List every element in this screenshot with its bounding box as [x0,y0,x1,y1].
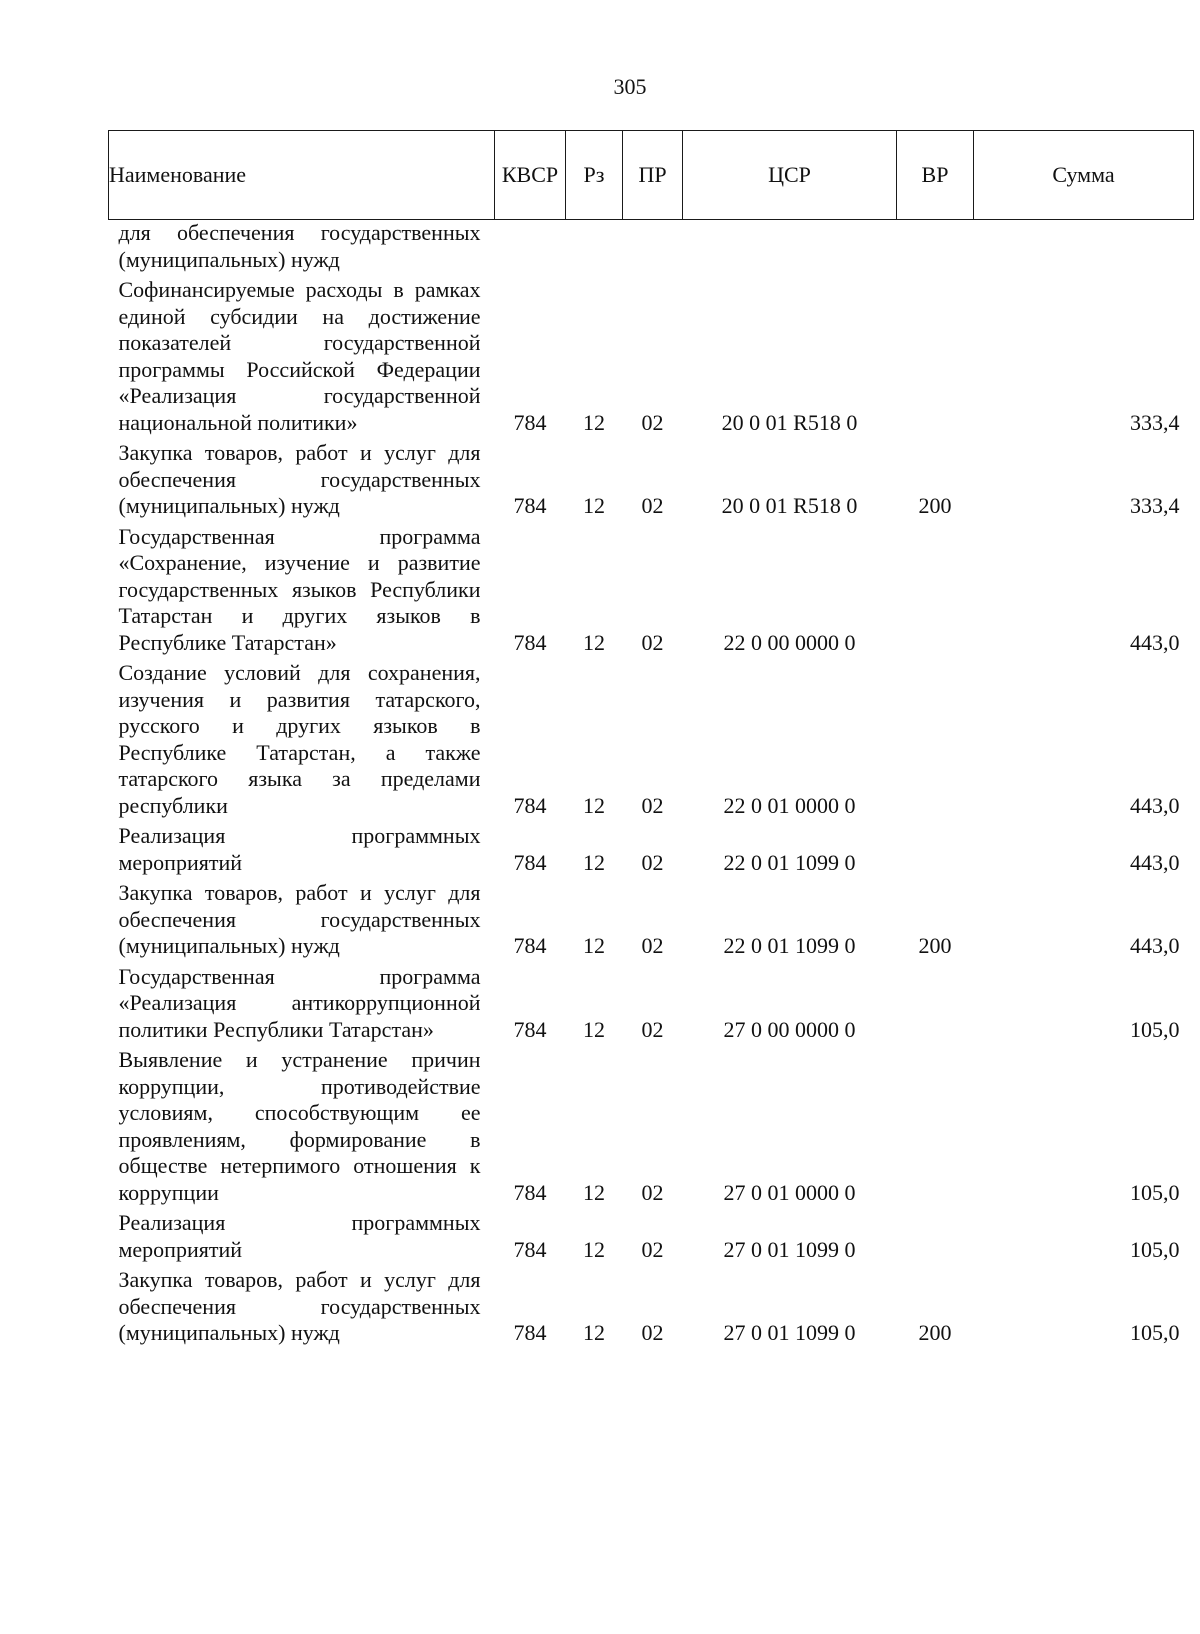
cell-pr: 02 [641,1179,664,1205]
cell-pr: 02 [641,493,664,518]
cell-rz: 12 [583,1320,605,1345]
header-csr: ЦСР [683,131,897,220]
cell-kvsr: 784 [513,629,547,655]
cell-rz [566,220,623,278]
cell-kvsr: 784 [513,493,547,518]
cell-pr: 02 [641,1320,664,1345]
table-row [109,524,1194,661]
cell-csr: 27 0 01 1099 0 [723,1236,856,1262]
cell-pr: 02 [641,629,664,655]
table-row [109,1047,1194,1210]
cell-csr: 20 0 01 R518 0 [721,409,858,435]
budget-table [108,130,1194,1351]
cell-name: Реализация программных мероприятий [118,823,481,875]
cell-pr: 02 [641,849,664,875]
cell-kvsr: 784 [513,1236,547,1262]
cell-csr: 22 0 01 1099 0 [723,849,856,875]
cell-vr [897,964,974,1048]
cell-rz: 12 [583,1016,605,1042]
cell-kvsr: 784 [513,1179,547,1205]
page-number: 305 [613,74,647,99]
header-row [109,131,1194,220]
cell-csr: 27 0 00 0000 0 [723,1016,856,1042]
cell-kvsr: 784 [513,1016,547,1042]
cell-vr: 200 [918,493,952,518]
table-row [109,660,1194,823]
cell-vr: 200 [918,1320,952,1345]
cell-rz: 12 [583,792,605,818]
table-row [109,440,1194,524]
cell-name: Государственная программа «Сохранение, изучение и развитие государственных языков Республики Татарстан и других языков в Республике Татарстан» [118,523,481,655]
cell-sum [974,220,1194,278]
cell-sum: 333,4 [1130,409,1180,435]
cell-csr: 22 0 00 0000 0 [723,629,856,655]
cell-rz: 12 [583,933,605,958]
cell-pr: 02 [641,933,664,958]
cell-csr: 27 0 01 0000 0 [723,1179,856,1205]
cell-name: Закупка товаров, работ и услуг для обеспечения государственных (муниципальных) нужд [118,1267,481,1345]
cell-sum: 443,0 [1130,849,1180,875]
cell-vr [897,277,974,440]
cell-kvsr: 784 [513,933,547,958]
cell-vr [897,1047,974,1210]
cell-name: для обеспечения государственных (муниципальных) нужд [118,220,481,272]
header-sum: Сумма [974,131,1194,220]
cell-name: Закупка товаров, работ и услуг для обеспечения государственных (муниципальных) нужд [118,880,481,958]
header-pr: ПР [623,131,683,220]
cell-pr: 02 [641,409,664,435]
cell-pr: 02 [641,1236,664,1262]
cell-csr: 22 0 01 0000 0 [723,792,856,818]
cell-csr: 22 0 01 1099 0 [723,933,856,958]
cell-rz: 12 [583,493,605,518]
cell-vr: 200 [918,933,952,958]
cell-kvsr: 784 [513,849,547,875]
cell-name: Софинансируемые расходы в рамках единой субсидии на достижение показателей государственной программы Российской Федерации «Реализация государственной национальной политики» [118,277,481,435]
table-row [109,964,1194,1048]
cell-name: Закупка товаров, работ и услуг для обеспечения государственных (муниципальных) нужд [118,440,481,518]
cell-csr: 27 0 01 1099 0 [723,1320,856,1345]
table-row [109,277,1194,440]
cell-name: Создание условий для сохранения, изучения и развития татарского, русского и других языков в Республике Татарстан, а также татарского языка за пределами республики [118,660,481,818]
cell-name: Государственная программа «Реализация антикоррупционной политики Республики Татарстан» [118,963,481,1042]
cell-sum: 443,0 [1130,792,1180,818]
table-row [109,1210,1194,1267]
cell-sum: 443,0 [1130,933,1180,958]
cell-vr [897,1210,974,1267]
cell-sum: 443,0 [1130,629,1180,655]
table-row [109,823,1194,880]
cell-kvsr: 784 [513,1320,547,1345]
cell-rz: 12 [583,1179,605,1205]
cell-pr [623,220,683,278]
cell-pr: 02 [641,1016,664,1042]
cell-kvsr: 784 [513,409,547,435]
cell-sum: 105,0 [1130,1236,1180,1262]
cell-csr: 20 0 01 R518 0 [721,493,858,518]
table-body [109,220,1194,1351]
table-row [109,1267,1194,1351]
table-row [109,880,1194,964]
cell-pr: 02 [641,792,664,818]
table-header [109,131,1194,220]
cell-csr [683,220,897,278]
header-vr: ВР [897,131,974,220]
cell-vr [897,220,974,278]
cell-sum: 105,0 [1130,1320,1180,1345]
cell-name: Реализация программных мероприятий [118,1210,481,1262]
cell-name: Выявление и устранение причин коррупции, противодействие условиям, способствующим ее проявлениям, формирование в обществе нетерпимого отношения к коррупции [118,1047,481,1205]
cell-sum: 105,0 [1130,1016,1180,1042]
cell-kvsr [495,220,566,278]
cell-rz: 12 [583,1236,605,1262]
table-row [109,220,1194,278]
cell-vr [897,524,974,661]
header-name: Наименование [109,131,495,220]
cell-vr [897,660,974,823]
cell-kvsr: 784 [513,792,547,818]
cell-rz: 12 [583,629,605,655]
header-rz: Рз [566,131,623,220]
cell-vr [897,823,974,880]
cell-sum: 105,0 [1130,1179,1180,1205]
cell-rz: 12 [583,849,605,875]
cell-rz: 12 [583,409,605,435]
header-kvsr: КВСР [495,131,566,220]
cell-sum: 333,4 [1130,493,1180,518]
